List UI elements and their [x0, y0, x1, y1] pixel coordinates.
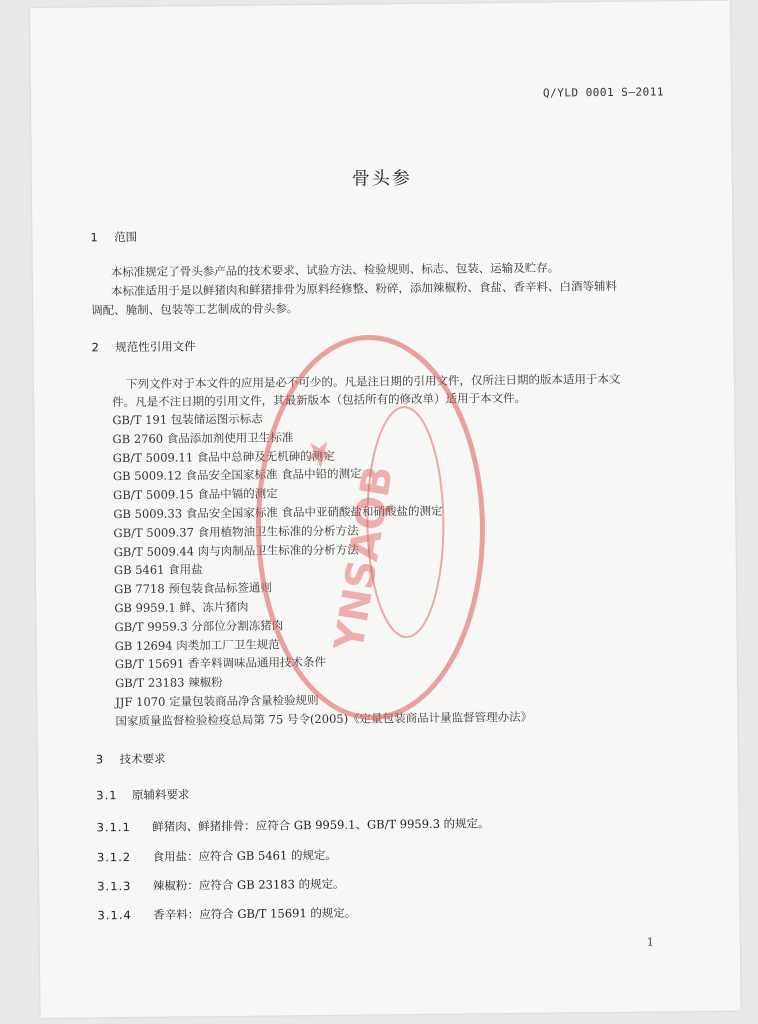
section-title: 范围 [113, 229, 138, 245]
section-1-line-1: 本标准规定了骨头参产品的技术要求、试验方法、检验规则、标志、包装、运输及贮存。 [110, 260, 560, 280]
item-text: 鲜猪肉、鲜猪排骨：应符合 GB 9959.1、GB/T 9959.3 的规定。 [152, 816, 490, 834]
reference-item: GB/T 5009.44 肉与肉制品卫生标准的分析方法 [113, 542, 359, 559]
reference-item: GB/T 191 包装储运图示标志 [112, 411, 263, 428]
subsection-title: 原辅料要求 [131, 787, 190, 802]
section-number: 3 [95, 752, 104, 767]
reference-item: GB 5009.33 食品安全国家标准 食品中亚硝酸盐和硝酸盐的测定 [113, 503, 443, 522]
requirement-item [97, 876, 344, 895]
reference-item: 国家质量监督检验检疫总局第 75 号令(2005)《定量包装商品计量监督管理办法》 [115, 709, 533, 728]
section-2-intro-line-1: 下列文件对于本文件的应用是必不可少的。凡是注日期的引用文件，仅所注日期的版本适用于本文 [125, 371, 621, 392]
section-title: 规范性引用文件 [115, 339, 196, 355]
document-page [30, 1, 741, 1018]
reference-item: GB 5461 食用盐 [113, 562, 203, 578]
section-1-line-3: 调配、腌制、包装等工艺制成的骨头参。 [91, 301, 299, 318]
section-1-heading [90, 229, 137, 245]
item-number: 3.1.4 [97, 907, 132, 923]
page-title: 骨头参 [351, 168, 412, 190]
standard-code: Q/YLD 0001 S—2011 [542, 85, 665, 100]
item-text: 香辛料：应符合 GB/T 15691 的规定。 [153, 905, 357, 922]
reference-item: GB 5009.12 食品安全国家标准 食品中铅的测定 [112, 466, 362, 484]
item-text: 食用盐：应符合 GB 5461 的规定。 [152, 847, 337, 864]
reference-item: GB/T 9959.3 分部位分割冻猪肉 [114, 618, 284, 634]
reference-list [112, 407, 532, 731]
reference-item: GB/T 23183 辣椒粉 [115, 675, 223, 691]
seal-text: YNSAQB [326, 462, 403, 655]
section-title: 技术要求 [119, 751, 166, 767]
svg-text:★: ★ [294, 427, 346, 480]
section-2-heading [91, 338, 195, 355]
subsection-number: 3.1 [96, 788, 118, 803]
reference-item: GB 7718 预包装食品标签通则 [114, 580, 272, 597]
reference-item: GB 12694 肉类加工厂卫生规范 [114, 636, 280, 653]
section-number: 2 [91, 340, 99, 355]
item-number: 3.1.2 [96, 849, 132, 865]
reference-item: GB 2760 食品添加剂使用卫生标准 [112, 430, 294, 446]
item-number: 3.1.3 [97, 878, 132, 894]
section-number: 1 [90, 230, 98, 245]
subsection-3-1-heading [96, 786, 189, 803]
requirement-item [97, 847, 337, 866]
reference-item: GB/T 5009.15 食品中镉的测定 [113, 486, 278, 503]
item-text: 辣椒粉：应符合 GB 23183 的规定。 [152, 876, 345, 893]
page-number: 1 [646, 935, 654, 949]
section-2-intro-line-2: 件。凡是不注日期的引用文件，其最新版本（包括所有的修改单）适用于本文件。 [112, 390, 527, 410]
section-1-line-2: 本标准适用于是以鲜猪肉和鲜猪排骨为原料经修整、粉碎，添加辣椒粉、食盐、香辛料、白酒等辅料 [110, 278, 618, 299]
requirement-item [96, 815, 489, 835]
reference-item: GB 9959.1 鲜、冻片猪肉 [114, 599, 249, 616]
requirement-item [97, 905, 356, 924]
reference-item: JJF 1070 定量包装商品净含量检验规则 [115, 692, 319, 710]
item-number: 3.1.1 [96, 819, 131, 835]
reference-item: GB/T 15691 香辛料调味品通用技术条件 [114, 655, 327, 672]
reference-item: GB/T 5009.11 食品中总砷及无机砷的测定 [112, 448, 335, 465]
reference-item: GB/T 5009.37 食用植物油卫生标准的分析方法 [113, 523, 359, 540]
section-3-heading [96, 751, 166, 768]
